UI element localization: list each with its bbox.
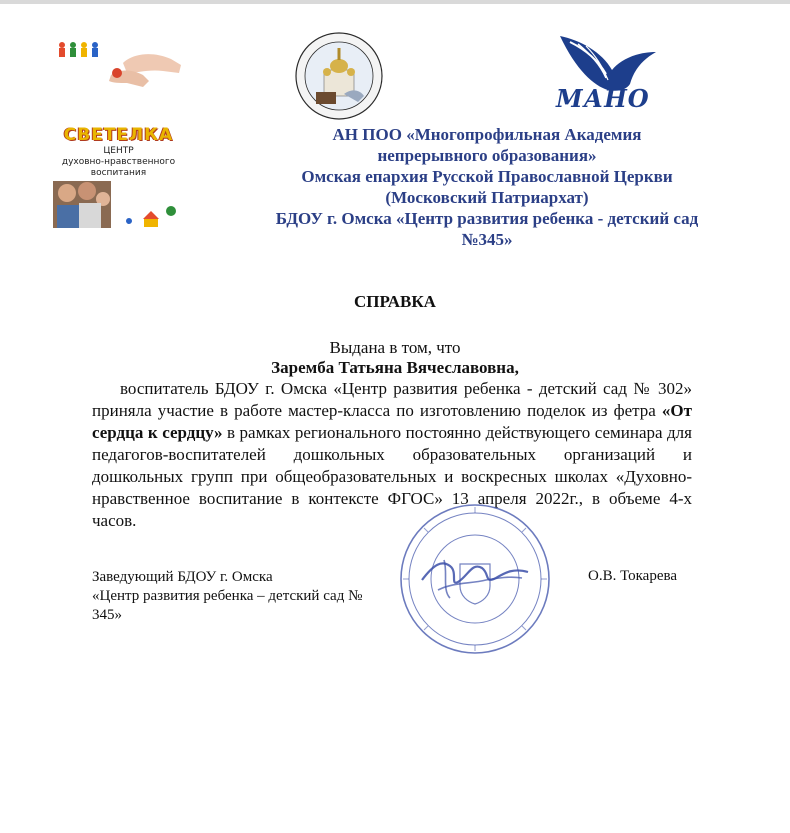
family-photo [53,181,184,228]
signatory-line: «Центр развития ребенка – детский сад № [92,588,363,604]
logo-subtitle-line: воспитания [90,168,147,178]
cathedral-seal-icon [294,30,384,122]
logo-subtitle-line: ЦЕНТР [103,146,134,156]
recipient-name: Заремба Татьяна Вячеславовна, [271,358,519,377]
document-title: СПРАВКА [354,292,436,311]
body-text-part1: воспитатель БДОУ г. Омска «Центр развития ребенка - детский сад № 302» приняла участие в работе мастер-класса по изготовлению поделок из фетра [92,379,692,420]
signatory-line: Заведующий БДОУ г. Омска [92,569,273,585]
children-hands-icon [53,33,184,125]
signatory-name: О.В. Токарева [588,568,678,584]
logo-subtitle-line: духовно-нравственного [61,157,176,167]
event-title: «От сердца к сердцу» [92,401,692,442]
issued-to-line: Выдана в том, что [329,338,461,357]
header-line: БДОУ г. Омска «Центр развития ребенка - детский сад [275,209,699,228]
organization-header [232,124,742,250]
page-top-border [0,0,790,4]
body-paragraph [92,378,692,532]
header-line: Омская епархия Русской Православной Церкви [301,167,673,186]
header-line: АН ПОО «Многопрофильная Академия [332,125,642,144]
document-body [92,378,692,532]
mano-logo-text: МАНО [556,84,650,113]
signatory-line: 345» [92,607,122,623]
svetelka-brand: СВЕТЕЛКА [63,125,174,145]
header-line: непрерывного образования» [377,146,597,165]
body-text-part2: в рамках регионального постоянно действующего семинара для педагогов-воспитателей дошкольных образовательных организаций и дошкольных групп при общеобразовательных и воскресных школах «Духовно-нравственное воспитание в контексте ФГОС» 13 апреля 2022г., в объеме 4-х часов. [92,423,692,530]
svetelka-logo [53,33,184,213]
header-line: (Московский Патриархат) [385,188,589,207]
header-line: №345» [461,230,513,249]
official-stamp-icon [398,502,553,657]
signatory-position [92,568,392,625]
